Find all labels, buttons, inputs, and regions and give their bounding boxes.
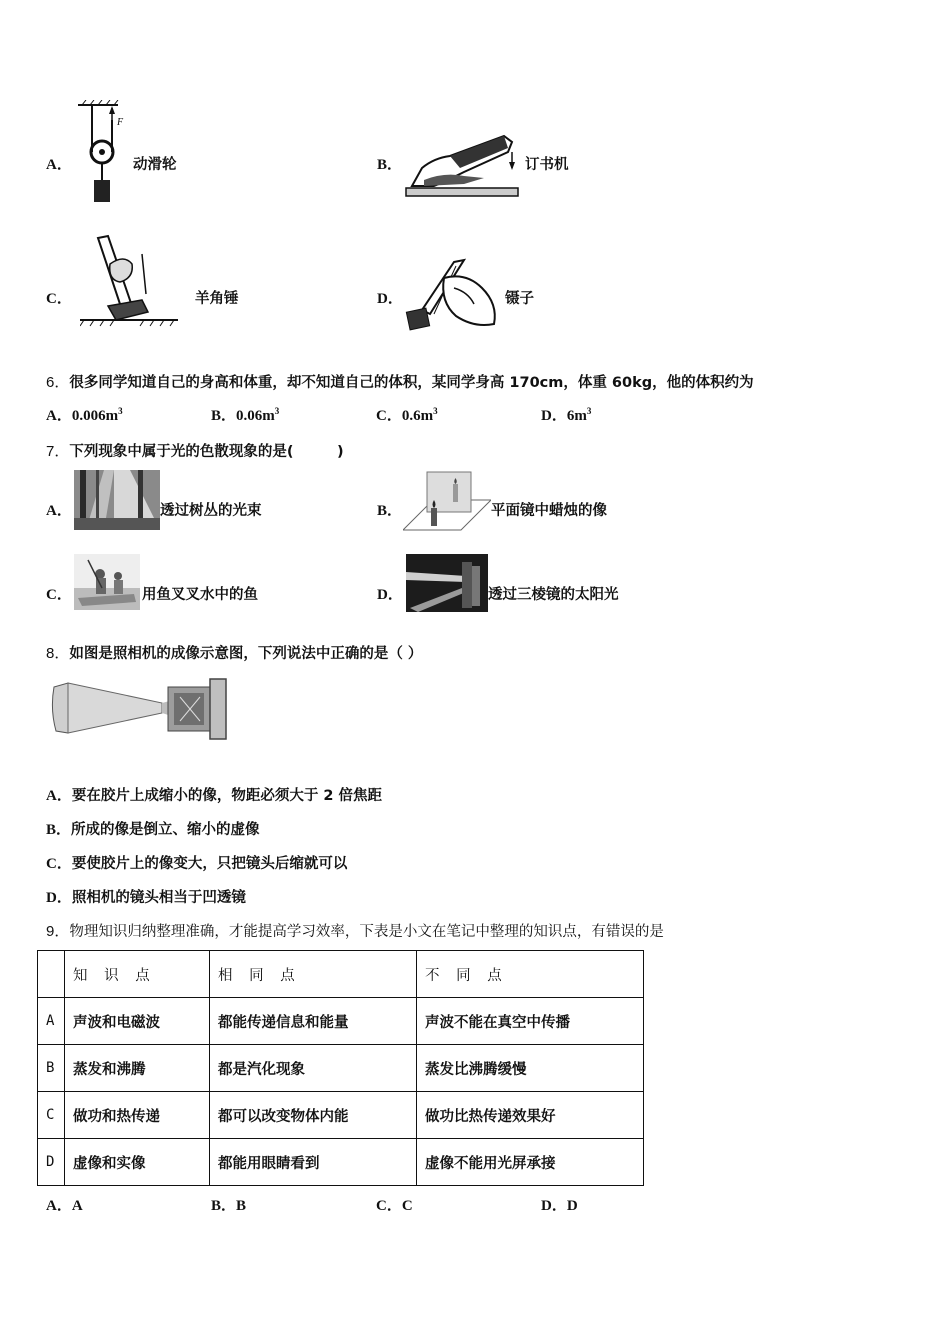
q9-option-d-letter: D． bbox=[541, 1198, 567, 1214]
q8-option-d-letter: D． bbox=[46, 890, 72, 906]
fishing-spear-photo bbox=[74, 554, 140, 610]
table-row bbox=[38, 1139, 644, 1186]
q9-option-a-text: A bbox=[71, 1198, 83, 1214]
q6-option-a-exp: 3 bbox=[118, 406, 123, 416]
q7-text: 下列现象中属于光的色散现象的是( ) bbox=[69, 444, 344, 460]
q7-option-c-text: 用鱼叉叉水中的鱼 bbox=[142, 587, 258, 603]
q8-option-a-text: 要在胶片上成缩小的像，物距必须大于 2 倍焦距 bbox=[71, 788, 383, 804]
table-cell: D bbox=[38, 1139, 65, 1186]
q6-option-a-letter: A． bbox=[46, 408, 72, 424]
q6-option-c bbox=[376, 404, 438, 425]
claw-hammer-figure bbox=[80, 234, 180, 334]
table-header-row bbox=[38, 951, 644, 998]
table-cell: 蒸发比沸腾缓慢 bbox=[417, 1045, 644, 1092]
q9-option-d bbox=[541, 1194, 578, 1215]
tweezers-figure bbox=[404, 258, 504, 334]
pulley-figure bbox=[76, 100, 136, 206]
q9-option-d-text: D bbox=[566, 1198, 578, 1214]
q7-option-a-text: 透过树丛的光束 bbox=[160, 503, 262, 519]
q8-option-c bbox=[46, 852, 347, 873]
q8-text: 如图是照相机的成像示意图，下列说法中正确的是（ ） bbox=[69, 646, 423, 662]
knowledge-table bbox=[37, 950, 644, 1186]
q8-stem bbox=[46, 642, 422, 663]
q7-option-c-letter: C． bbox=[46, 587, 72, 603]
q7-option-b-text: 平面镜中蜡烛的像 bbox=[491, 503, 607, 519]
q6-option-d-exp: 3 bbox=[586, 406, 592, 416]
table-cell: 声波和电磁波 bbox=[65, 998, 210, 1045]
q7-stem bbox=[46, 440, 344, 461]
q9-option-b-letter: B． bbox=[211, 1198, 237, 1214]
q6-option-d bbox=[541, 404, 591, 425]
q6-option-b bbox=[211, 404, 279, 425]
q9-option-b-text: B bbox=[236, 1198, 247, 1214]
q8-option-b-text: 所成的像是倒立、缩小的虚像 bbox=[71, 822, 260, 838]
q7-number: 7． bbox=[46, 443, 70, 460]
table-cell: 蒸发和沸腾 bbox=[65, 1045, 210, 1092]
q7-option-d-letter: D． bbox=[377, 587, 403, 603]
forest-light-beams-photo bbox=[74, 470, 160, 530]
table-cell: 都是汽化现象 bbox=[210, 1045, 417, 1092]
table-header-cell: 相 同 点 bbox=[210, 951, 417, 998]
q6-option-d-letter: D． bbox=[541, 408, 567, 424]
q5-option-b-text: 订书机 bbox=[525, 157, 569, 173]
q6-option-b-value: 0.06m bbox=[236, 408, 275, 424]
q5-option-d-text: 镊子 bbox=[505, 291, 534, 307]
q8-option-b bbox=[46, 818, 260, 839]
q8-option-d bbox=[46, 886, 246, 907]
q5-option-c-letter: C． bbox=[46, 291, 72, 307]
q5-option-b-letter: B． bbox=[377, 157, 403, 173]
q9-option-c bbox=[376, 1194, 413, 1215]
q9-number: 9． bbox=[46, 923, 70, 940]
q6-stem bbox=[46, 371, 754, 392]
q6-option-a bbox=[46, 404, 123, 425]
prism-sunlight-photo bbox=[406, 554, 488, 612]
q5-option-d-letter: D． bbox=[377, 291, 403, 307]
q9-option-b bbox=[211, 1194, 246, 1215]
table-header-cell: 不 同 点 bbox=[417, 951, 644, 998]
table-cell: 做功比热传递效果好 bbox=[417, 1092, 644, 1139]
q5-option-c-text: 羊角锤 bbox=[195, 291, 239, 307]
table-row bbox=[38, 1045, 644, 1092]
table-cell: A bbox=[38, 998, 65, 1045]
q8-option-a bbox=[46, 784, 382, 805]
q7-option-b-letter: B． bbox=[377, 503, 403, 519]
table-cell: B bbox=[38, 1045, 65, 1092]
table-header-cell: 知 识 点 bbox=[65, 951, 210, 998]
table-cell: 都可以改变物体内能 bbox=[210, 1092, 417, 1139]
camera-imaging-figure bbox=[50, 673, 230, 743]
q6-option-b-exp: 3 bbox=[274, 406, 280, 416]
q6-number: 6． bbox=[46, 374, 70, 391]
q6-option-b-letter: B． bbox=[211, 408, 237, 424]
q8-option-c-text: 要使胶片上的像变大，只把镜头后缩就可以 bbox=[71, 856, 348, 872]
table-header-cell bbox=[38, 951, 65, 998]
q6-option-d-value: 6m bbox=[566, 408, 587, 424]
q9-option-a bbox=[46, 1194, 83, 1215]
table-cell: C bbox=[38, 1092, 65, 1139]
q8-option-b-letter: B． bbox=[46, 822, 72, 838]
table-cell: 虚像和实像 bbox=[65, 1139, 210, 1186]
q6-option-c-letter: C． bbox=[376, 408, 402, 424]
q6-option-c-exp: 3 bbox=[433, 406, 438, 416]
table-cell: 虚像不能用光屏承接 bbox=[417, 1139, 644, 1186]
table-row bbox=[38, 1092, 644, 1139]
q5-option-a-text: 动滑轮 bbox=[133, 157, 177, 173]
q9-option-a-letter: A． bbox=[46, 1198, 72, 1214]
q6-text: 很多同学知道自己的身高和体重，却不知道自己的体积，某同学身高 170cm，体重 60kg，他的体积约为 bbox=[69, 375, 754, 391]
q5-option-a-letter: A． bbox=[46, 157, 72, 173]
table-cell: 声波不能在真空中传播 bbox=[417, 998, 644, 1045]
q9-stem bbox=[46, 920, 664, 941]
q9-option-c-letter: C． bbox=[376, 1198, 402, 1214]
q6-option-c-value: 0.6m bbox=[401, 408, 434, 424]
force-label-f: F bbox=[117, 117, 124, 128]
table-cell: 都能用眼睛看到 bbox=[210, 1139, 417, 1186]
stapler-figure bbox=[404, 128, 526, 200]
mirror-candle-figure bbox=[403, 470, 491, 532]
q7-option-d-text: 透过三棱镜的太阳光 bbox=[488, 587, 619, 603]
table-cell: 都能传递信息和能量 bbox=[210, 998, 417, 1045]
q6-option-a-value: 0.006m bbox=[71, 408, 119, 424]
q8-option-c-letter: C． bbox=[46, 856, 72, 872]
q7-option-a-letter: A． bbox=[46, 503, 72, 519]
q8-number: 8． bbox=[46, 645, 70, 662]
table-cell: 做功和热传递 bbox=[65, 1092, 210, 1139]
q8-option-d-text: 照相机的镜头相当于凹透镜 bbox=[71, 890, 246, 906]
q8-option-a-letter: A． bbox=[46, 788, 72, 804]
q9-text: 物理知识归纳整理准确，才能提高学习效率，下表是小文在笔记中整理的知识点，有错误的是 bbox=[69, 924, 664, 940]
table-row bbox=[38, 998, 644, 1045]
q9-option-c-text: C bbox=[401, 1198, 413, 1214]
